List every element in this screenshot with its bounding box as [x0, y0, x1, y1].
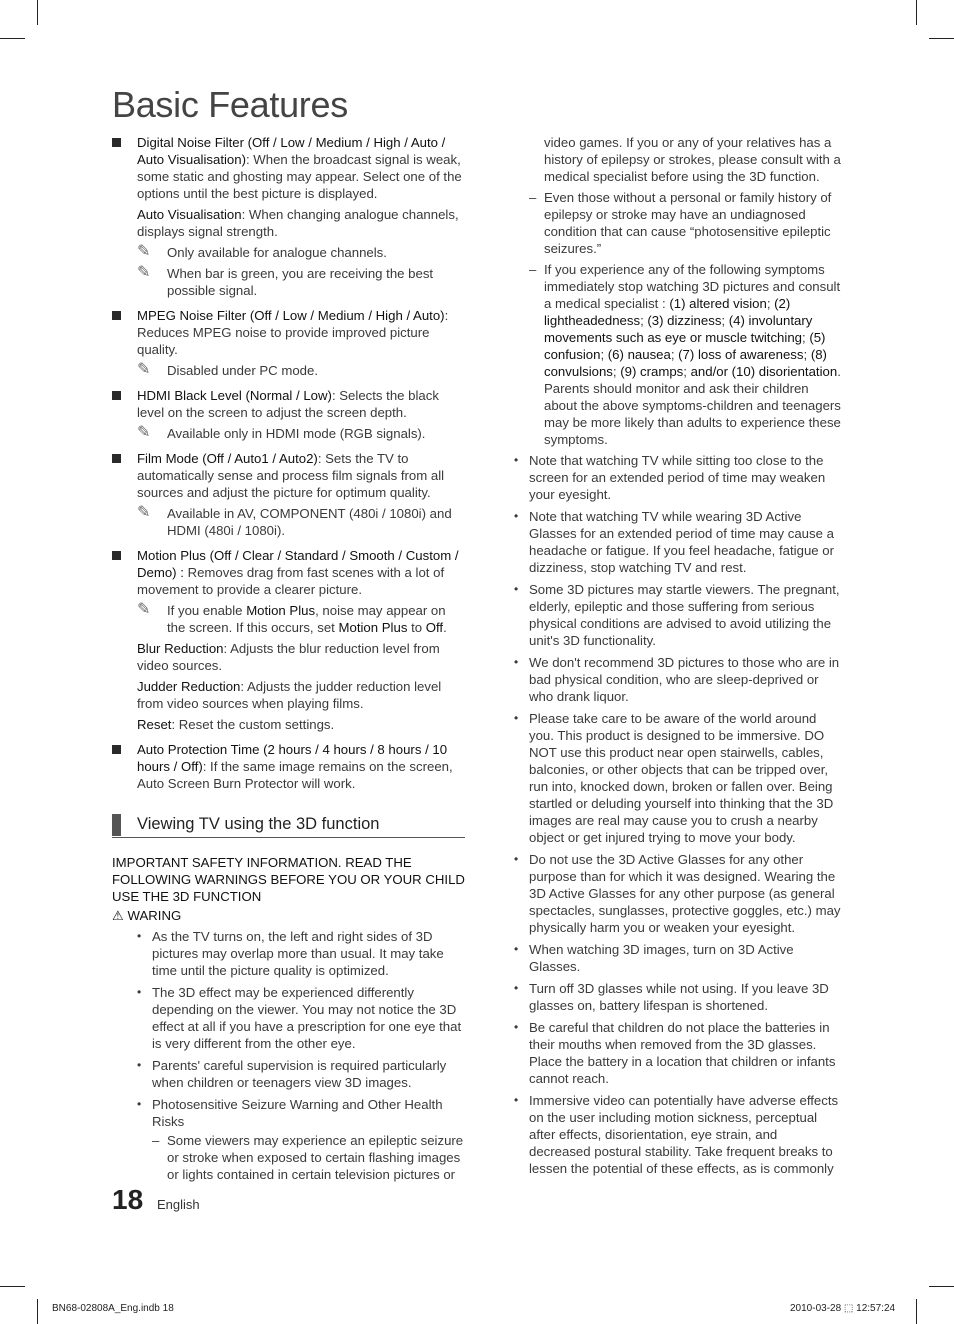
note-text: If you enable: [167, 603, 247, 618]
square-bullet-icon: [112, 138, 121, 147]
sep: ;: [803, 347, 811, 362]
dash-text: . Parents should monitor and ask their children about the above symptoms-children and teenagers may be more likely than adults to experience these symptoms.: [544, 364, 841, 447]
sep: ;: [612, 364, 621, 379]
sep: ;: [670, 347, 679, 362]
list-item: • Some 3D pictures may startle viewers. The pregnant, elderly, epileptic and those suffering from serious physical conditions are advised to avoid utilizing the unit's 3D functionality.: [514, 581, 842, 649]
note-bold: Off: [425, 620, 444, 635]
symptom: (9) cramps: [620, 364, 684, 379]
sub-text: : Adjusts the judder reduction level from video sources when playing films.: [137, 679, 442, 711]
crop-mark: [929, 38, 954, 39]
sep: ;: [721, 313, 729, 328]
crop-mark: [916, 0, 917, 25]
symptom: (6) nausea: [607, 347, 671, 362]
note-text: .: [443, 620, 447, 635]
note-text: Available in AV, COMPONENT (480i / 1080i) and HDMI (480i / 1080i).: [167, 506, 452, 538]
section-auto-protection-time: [112, 741, 465, 792]
section-film-mode: [112, 450, 465, 539]
crop-mark: [37, 1299, 38, 1324]
item-title: MPEG Noise Filter (Off / Low / Medium / High / Auto): [137, 308, 445, 323]
note-text: Available only in HDMI mode (RGB signals).: [167, 426, 426, 441]
sep: ;: [766, 296, 775, 311]
list-item: • Note that watching TV while wearing 3D Active Glasses for an extended period of time may cause a headache or fatigue. If you feel headache, fatigue or dizziness, stop watching TV and rest.: [514, 508, 842, 576]
pencil-note-icon: ✎: [137, 361, 151, 378]
dash-text: If you experience any of the following symptoms immediately stop watching 3D pictures and consult a medical specialist :: [544, 262, 841, 311]
pencil-note-icon: ✎: [137, 424, 151, 441]
print-file-info: BN68-02808A_Eng.indb 18: [52, 1303, 174, 1314]
right-column: [514, 134, 842, 1182]
list-item: • Parents' careful supervision is required particularly when children or teenagers view 3D images.: [137, 1057, 465, 1091]
crop-mark: [0, 1286, 25, 1287]
list-item: • Do not use the 3D Active Glasses for any other purpose than for which it was designed. Wearing the 3D Active Glasses for any other purpose (as general spectacles, sunglasses, protective goggles, etc.) may physically harm you or weaken your eyesight.: [514, 851, 842, 936]
page-title: Basic Features: [112, 84, 348, 125]
list-item: • Turn off 3D glasses while not using. If you leave 3D glasses on, battery lifespan is shortened.: [514, 980, 842, 1014]
symptom: (4) involuntary movements such as eye or muscle twitching: [544, 313, 813, 345]
symptom: (8) convulsions: [544, 347, 827, 379]
pencil-note-icon: ✎: [137, 504, 151, 521]
page-language: English: [157, 1197, 200, 1212]
heading-text: Viewing TV using the 3D function: [137, 815, 380, 833]
list-item: • The 3D effect may be experienced differently depending on the viewer. You may not notice the 3D effect at all if you have a prescription for one eye that is very different from the other eye.: [137, 984, 465, 1052]
pencil-note-icon: ✎: [137, 601, 151, 618]
square-bullet-icon: [112, 745, 121, 754]
item-text: Removes drag from fast scenes with a lot of movement to provide a clearer picture.: [137, 565, 445, 597]
print-date-info: 2010-03-28 ⬚ 12:57:24: [790, 1303, 896, 1314]
item-text: : Reduces MPEG noise to provide improved picture quality.: [137, 308, 449, 357]
square-bullet-icon: [112, 391, 121, 400]
note: [137, 602, 465, 636]
sub-title: Reset: [137, 717, 172, 732]
section-motion-plus: [112, 547, 465, 733]
crop-mark: [0, 38, 25, 39]
symptom: and/or (10) disorientation: [690, 364, 838, 379]
list-item: • We don't recommend 3D pictures to those who are in bad physical condition, who are sleep-deprived or who drank liquor.: [514, 654, 842, 705]
note-bold: Motion Plus: [338, 620, 408, 635]
safety-notice: IMPORTANT SAFETY INFORMATION. READ THE FOLLOWING WARNINGS BEFORE YOU OR YOUR CHILD USE THE 3D FUNCTION: [112, 855, 465, 904]
warning-list-wrap: [112, 928, 465, 1183]
note-text: , noise may appear on the screen. If this occurs, set: [167, 603, 446, 635]
item-text: : If the same image remains on the screen, Auto Screen Burn Protector will work.: [137, 759, 453, 791]
square-bullet-icon: [112, 551, 121, 560]
list-item: • Immersive video can potentially have adverse effects on the user including motion sickness, perceptual after effects, disorientation, eye strain, and decreased postural stability. Take frequent breaks to lessen the potential of these effects, as is commonly: [514, 1092, 842, 1177]
section-hdmi-black-level: [112, 387, 465, 442]
note: [137, 265, 465, 299]
sub-title: Blur Reduction: [137, 641, 224, 656]
warning-triangle-icon: ⚠: [112, 908, 124, 923]
sep: ;: [683, 364, 691, 379]
sub-title: Judder Reduction: [137, 679, 241, 694]
pencil-note-icon: ✎: [137, 264, 151, 281]
crop-mark: [929, 1286, 954, 1287]
dash-item: [529, 261, 842, 448]
dash-item: [152, 1132, 465, 1183]
note: [137, 425, 465, 442]
note: [137, 505, 465, 539]
dash-icon: –: [529, 190, 537, 205]
symptom: (2) lightheadedness: [544, 296, 791, 328]
list-item: • Please take care to be aware of the world around you. This product is designed to be immersive. DO NOT use this product near open stairwells, cables, balconies, or other objects that can be tripped over, run into, knocked down, broken or fallen over. Being startled or deluding yourself into thinking that the 3D images are real may cause you to crush a nearby object or get injured trying to move your body.: [514, 710, 842, 846]
item-text: : Sets the TV to automatically sense and process film signals from all sources and adjust the picture for optimum quality.: [137, 451, 445, 500]
item-title: Film Mode (Off / Auto1 / Auto2): [137, 451, 318, 466]
dash-icon: –: [152, 1133, 160, 1148]
continued-block: [514, 134, 842, 185]
note: [137, 362, 465, 379]
list-item: • When watching 3D images, turn on 3D Active Glasses.: [514, 941, 842, 975]
note-text: to: [407, 620, 426, 635]
dash-item: [529, 189, 842, 257]
dash-text: Even those without a personal or family history of epilepsy or stroke may have an undiagnosed condition that can cause “photosensitive epileptic seizures.”: [544, 190, 832, 256]
note-bold: Motion Plus: [246, 603, 316, 618]
list-item-text: Photosensitive Seizure Warning and Other Health Risks: [152, 1097, 443, 1129]
square-bullet-icon: [112, 311, 121, 320]
section-mpeg-noise-filter: [112, 307, 465, 379]
symptom: (3) dizziness: [647, 313, 722, 328]
left-column: [112, 134, 465, 1188]
item-title: Digital Noise Filter (Off / Low / Medium / High / Auto / Auto Visualisation): [137, 135, 446, 167]
sub-text: : Adjusts the blur reduction level from video sources.: [137, 641, 440, 673]
pencil-note-icon: ✎: [137, 243, 151, 260]
warning-list: [514, 452, 842, 1177]
note-text: When bar is green, you are receiving the best possible signal.: [167, 266, 434, 298]
item-text: : When the broadcast signal is weak, some static and ghosting may appear. Select one of the options until the best picture is displayed.: [137, 152, 462, 201]
symptom: (7) loss of awareness: [678, 347, 804, 362]
sep: ;: [640, 313, 648, 328]
dash-icon: –: [529, 262, 537, 277]
item-title: Motion Plus (Off / Clear / Standard / Smooth / Custom / Demo) :: [137, 548, 459, 580]
symptom: (5) confusion: [544, 330, 826, 362]
crop-mark: [37, 0, 38, 25]
section-digital-noise-filter: [112, 134, 465, 299]
item-text: : Selects the black level on the screen to adjust the screen depth.: [137, 388, 439, 420]
note-text: Disabled under PC mode.: [167, 363, 319, 378]
list-item: • As the TV turns on, the left and right sides of 3D pictures may overlap more than usual. It may take time until the picture quality is optimized.: [137, 928, 465, 979]
list-item: [137, 1096, 465, 1183]
warning-label: [112, 907, 465, 924]
section-heading: [112, 814, 465, 838]
sep: ;: [802, 330, 810, 345]
sub-title: Auto Visualisation: [137, 207, 242, 222]
symptom: (1) altered vision: [669, 296, 767, 311]
warning-list: [137, 928, 465, 1183]
sep: ;: [600, 347, 608, 362]
dash-text: Some viewers may experience an epileptic seizure or stroke when exposed to certain flashing images or lights contained in certain television pictures or: [167, 1133, 464, 1182]
sub-text: : Reset the custom settings.: [171, 717, 335, 732]
square-bullet-icon: [112, 454, 121, 463]
note-text: Only available for analogue channels.: [167, 245, 387, 260]
note: [137, 244, 465, 261]
warning-text: WARING: [127, 908, 182, 923]
item-title: Auto Protection Time (2 hours / 4 hours / 8 hours / 10 hours / Off): [137, 742, 448, 774]
list-item: • Note that watching TV while sitting too close to the screen for an extended period of time may weaken your eyesight.: [514, 452, 842, 503]
list-item: • Be careful that children do not place the batteries in their mouths when removed from the 3D glasses. Place the battery in a location that children or infants cannot reach.: [514, 1019, 842, 1087]
sub-text: : When changing analogue channels, displays signal strength.: [137, 207, 459, 239]
crop-mark: [916, 1299, 917, 1324]
dash-block: [514, 189, 842, 448]
page-number: 18: [112, 1184, 144, 1215]
continued-text: video games. If you or any of your relatives has a history of epilepsy or strokes, please consult with a medical specialist before using the 3D function.: [544, 135, 841, 184]
heading-bar-icon: [112, 814, 121, 836]
item-title: HDMI Black Level (Normal / Low): [137, 388, 332, 403]
